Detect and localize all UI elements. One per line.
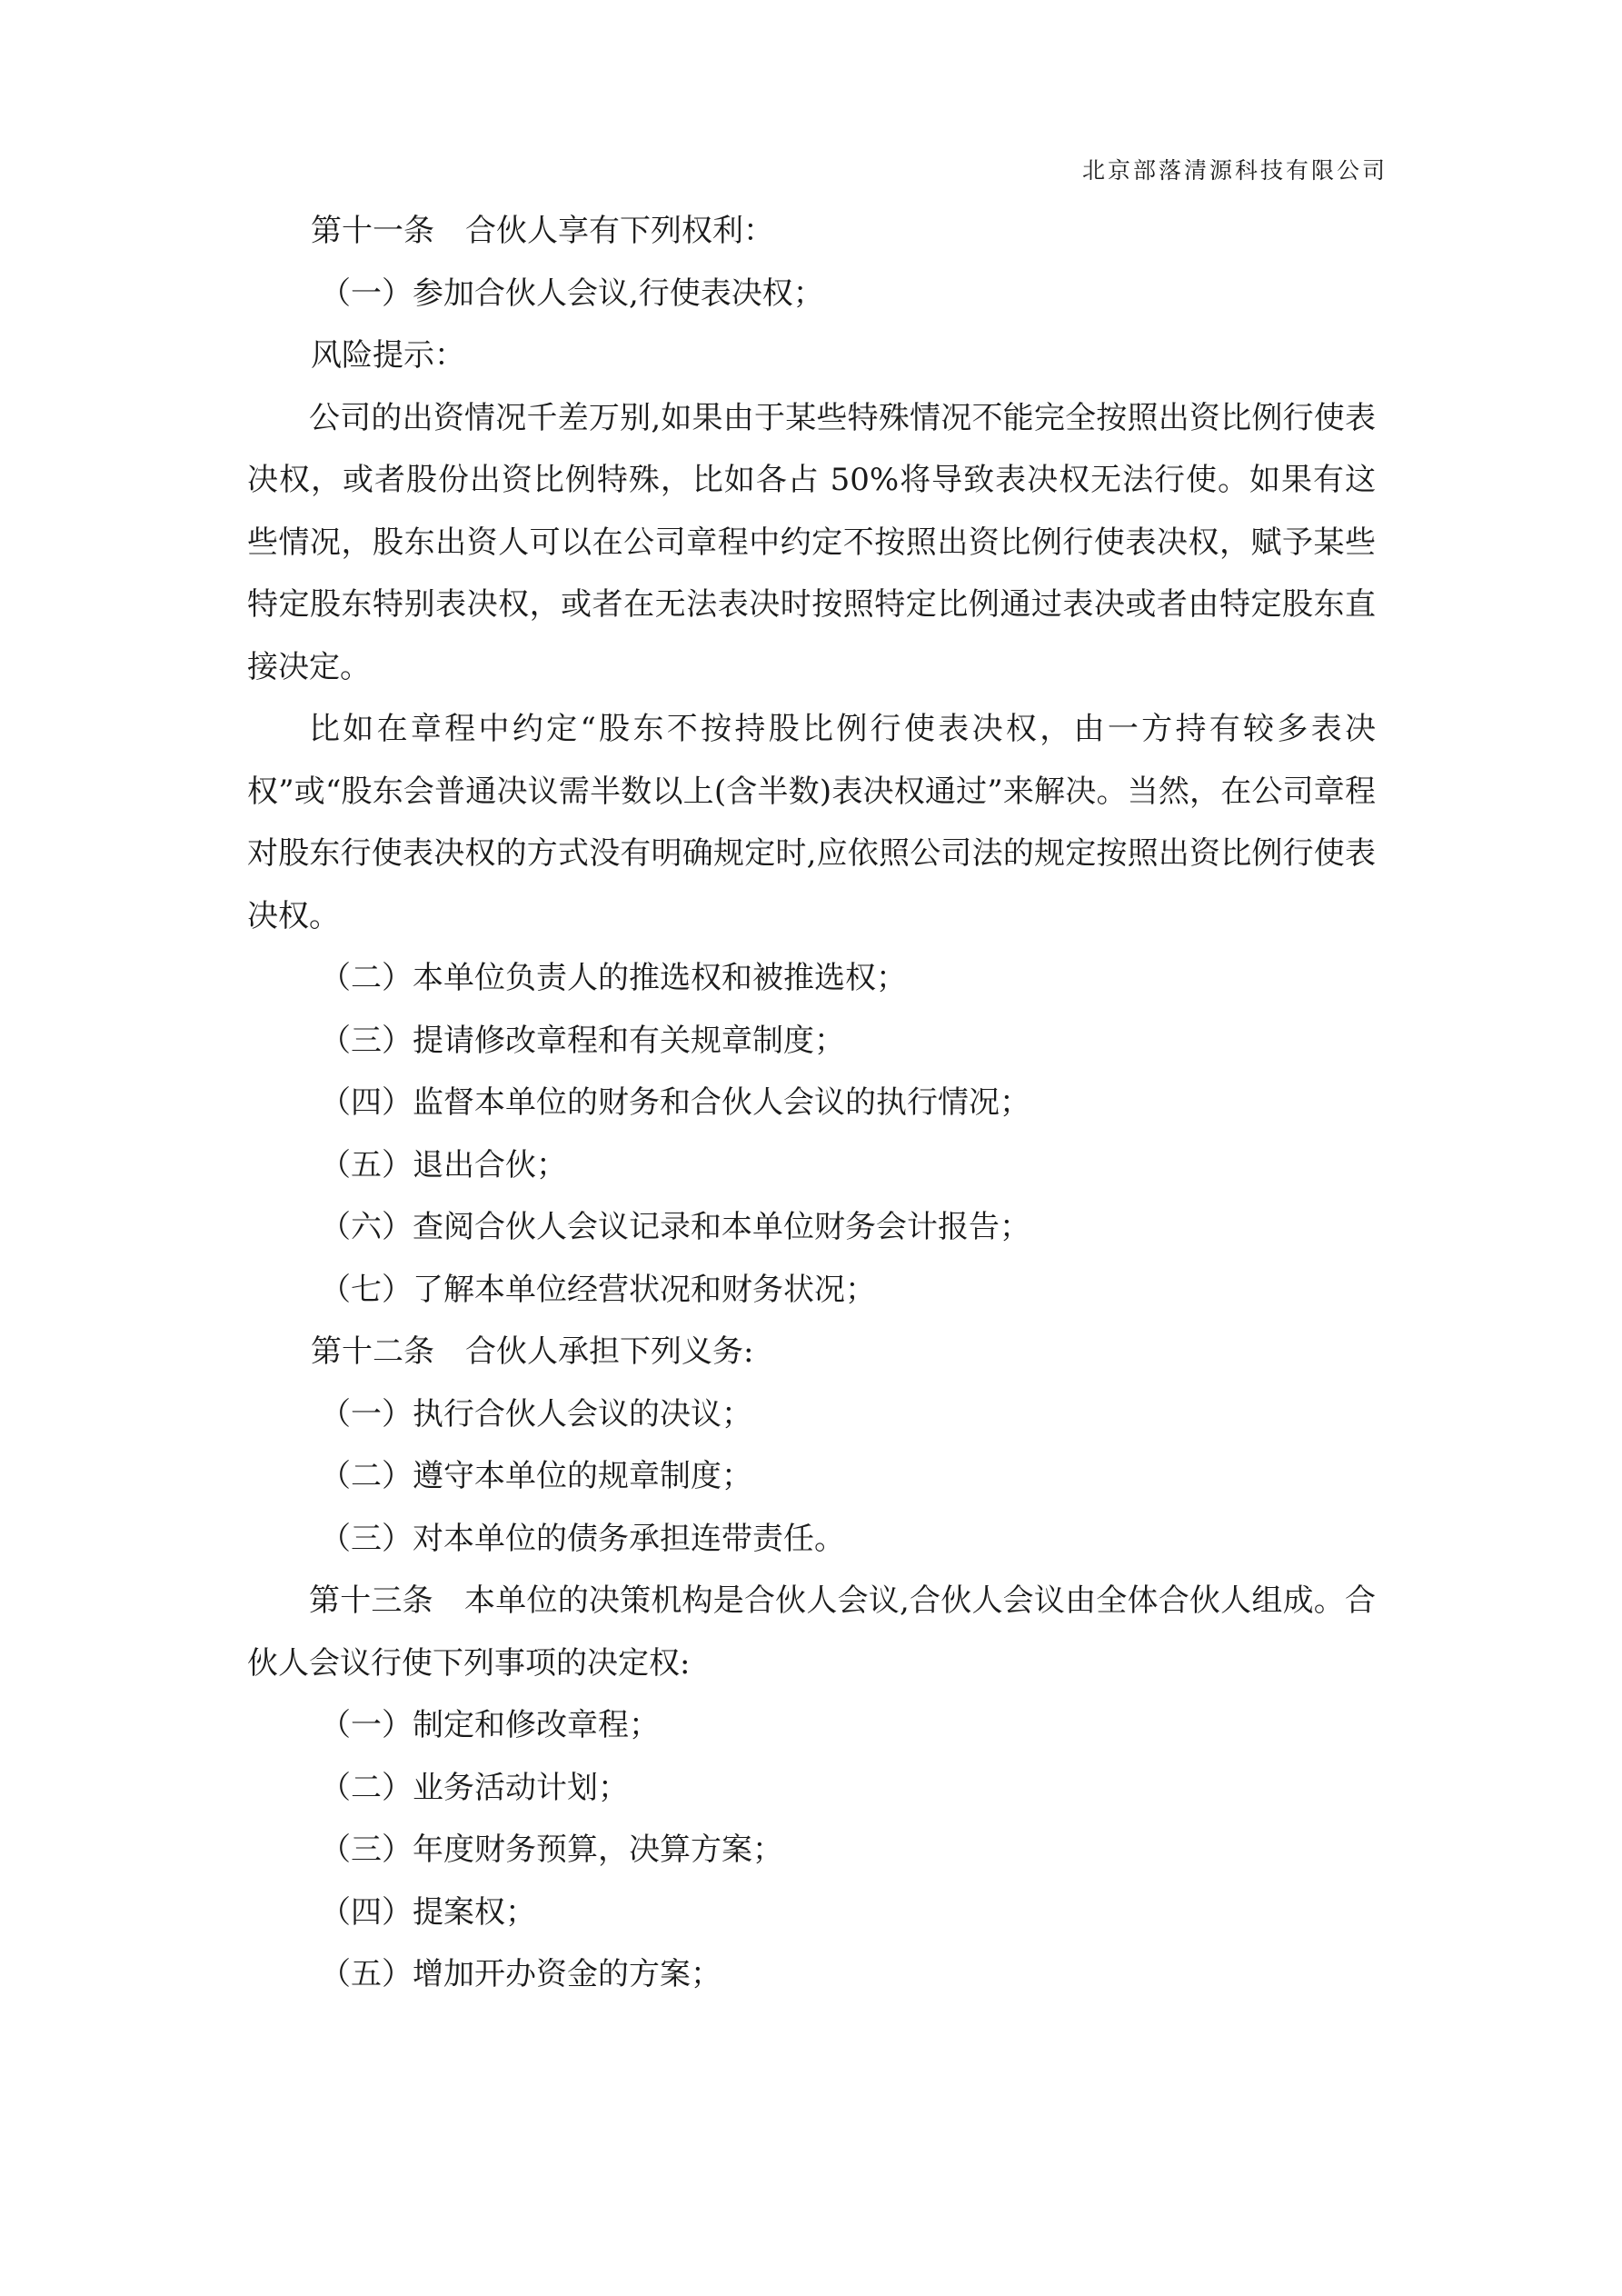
article-13-item-3: （三）年度财务预算，决算方案；: [320, 1832, 783, 1868]
risk-notice-label: 风险提示：: [311, 337, 465, 374]
article-13-item-4: （四）提案权；: [320, 1893, 536, 1931]
article-11-item-6: （六）查阅合伙人会议记录和本单位财务会计报告；: [320, 1209, 1030, 1245]
article-11-item-5: （五）退出合伙；: [320, 1146, 567, 1183]
article-13-item-1: （一）制定和修改章程；: [320, 1707, 660, 1743]
article-13-item-5: （五）增加开办资金的方案；: [320, 1956, 721, 1992]
article-13-item-2: （二）业务活动计划；: [320, 1769, 629, 1806]
article-11-item-2: （二）本单位负责人的推选权和被推选权；: [320, 960, 907, 996]
article-11-title: 第十一条 合伙人享有下列权利：: [311, 213, 774, 249]
article-11-item-1: （一）参加合伙人会议,行使表决权；: [320, 275, 824, 312]
risk-notice-paragraph-1: 公司的出资情况千差万别,如果由于某些特殊情况不能完全按照出资比例行使表决权，或者股份出资比例特殊，比如各占 50%将导致表决权无法行使。如果有这些情况，股东出资人可以在公司章程中约定不按照出资比例行使表决权，赋予某些特定股东特别表决权，或者在无法表决时按照特定比例通过表决或者由特定股东直接决定。: [247, 399, 1376, 685]
document-body: [247, 200, 1376, 2006]
article-11-item-3: （三）提请修改章程和有关规章制度；: [320, 1022, 845, 1059]
company-header: 北京部落清源科技有限公司: [1081, 157, 1388, 184]
article-11-item-7: （七）了解本单位经营状况和财务状况；: [320, 1271, 876, 1308]
article-12-title: 第十二条 合伙人承担下列义务:: [311, 1333, 754, 1370]
article-12-item-3: （三）对本单位的债务承担连带责任。: [320, 1520, 845, 1557]
article-12-item-2: （二）遵守本单位的规章制度；: [320, 1458, 752, 1494]
risk-notice-paragraph-2: 比如在章程中约定“股东不按持股比例行使表决权，由一方持有较多表决权”或“股东会普通决议需半数以上(含半数)表决权通过”来解决。当然，在公司章程对股东行使表决权的方式没有明确规定时,应依照公司法的规定按照出资比例行使表决权。: [247, 711, 1376, 934]
article-12-item-1: （一）执行合伙人会议的决议；: [320, 1395, 752, 1433]
article-11-item-4: （四）监督本单位的财务和合伙人会议的执行情况；: [320, 1084, 1030, 1121]
article-13-paragraph: 第十三条 本单位的决策机构是合伙人会议,合伙人会议由全体合伙人组成。合伙人会议行使下列事项的决定权:: [247, 1582, 1376, 1682]
